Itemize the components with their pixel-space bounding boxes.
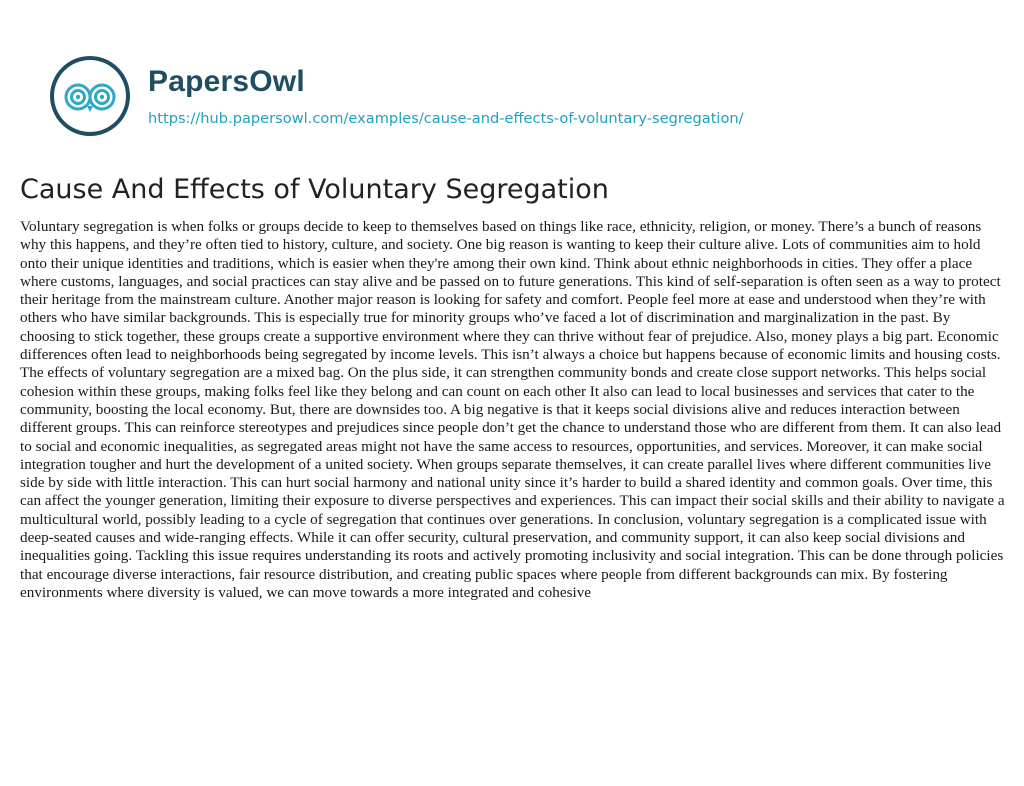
- essay-body: Voluntary segregation is when folks or groups decide to keep to themselves based on things like race, ethnicity, religion, or money. There’s a bunch of reasons why this happens, and they’re often tied to history, culture, and society. One big reason is wanting to keep their culture alive. Lots of communities aim to hold onto their unique identities and traditions, which is easier when they're among their own kind. Think about ethnic neighborhoods in cities. They offer a place where customs, languages, and social practices can stay alive and be passed on to future generations. This kind of self-separation is often seen as a way to protect their heritage from the mainstream culture. Another major reason is looking for safety and comfort. People feel more at ease and understood when they’re with others who have similar backgrounds. This is especially true for minority groups who’ve faced a lot of discrimination and marginalization in the past. By choosing to stick together, these groups create a supportive environment where they can thrive without fear of prejudice. Also, money plays a big part. Economic differences often lead to neighborhoods being segregated by income levels. This isn’t always a choice but happens because of economic limits and housing costs. The effects of voluntary segregation are a mixed bag. On the plus side, it can strengthen community bonds and create close support networks. This helps social cohesion within these groups, making folks feel like they belong and can count on each other It also can lead to local businesses and services that cater to the community, boosting the local economy. But, there are downsides too. A big negative is that it keeps social divisions alive and reduces interaction between different groups. This can reinforce stereotypes and prejudices since people don’t get the chance to understand those who are different from them. It can also lead to social and economic inequalities, as segregated areas might not have the same access to resources, opportunities, and services. Moreover, it can make social integration tougher and hurt the development of a united society. When groups separate themselves, it can create parallel lives where different communities live side by side with little interaction. This can hurt social harmony and national unity since it’s harder to build a shared identity and common goals. Over time, this can affect the younger generation, limiting their exposure to diverse perspectives and experiences. This can impact their social skills and their ability to navigate a multicultural world, possibly leading to a cycle of segregation that continues over generations. In conclusion, voluntary segregation is a complicated issue with deep-seated causes and wide-ranging effects. While it can offer security, cultural preservation, and community support, it can also keep social divisions and inequalities going. Tackling this issue requires understanding its roots and actively promoting inclusivity and social integration. This can be done through policies that encourage diverse interactions, fair resource distribution, and creating public spaces where people from different backgrounds can mix. By fostering environments where diversity is valued, we can move towards a more integrated and cohesive: [20, 218, 1005, 601]
- site-header: [48, 56, 744, 136]
- brand-block: [148, 64, 744, 129]
- page-title: Cause And Effects of Voluntary Segregation: [20, 174, 609, 205]
- brand-name: PapersOwl: [148, 64, 305, 98]
- source-url-link[interactable]: https://hub.papersowl.com/examples/cause-and-effects-of-voluntary-segregation/: [148, 109, 744, 127]
- owl-eyes-logo-icon: [48, 54, 132, 138]
